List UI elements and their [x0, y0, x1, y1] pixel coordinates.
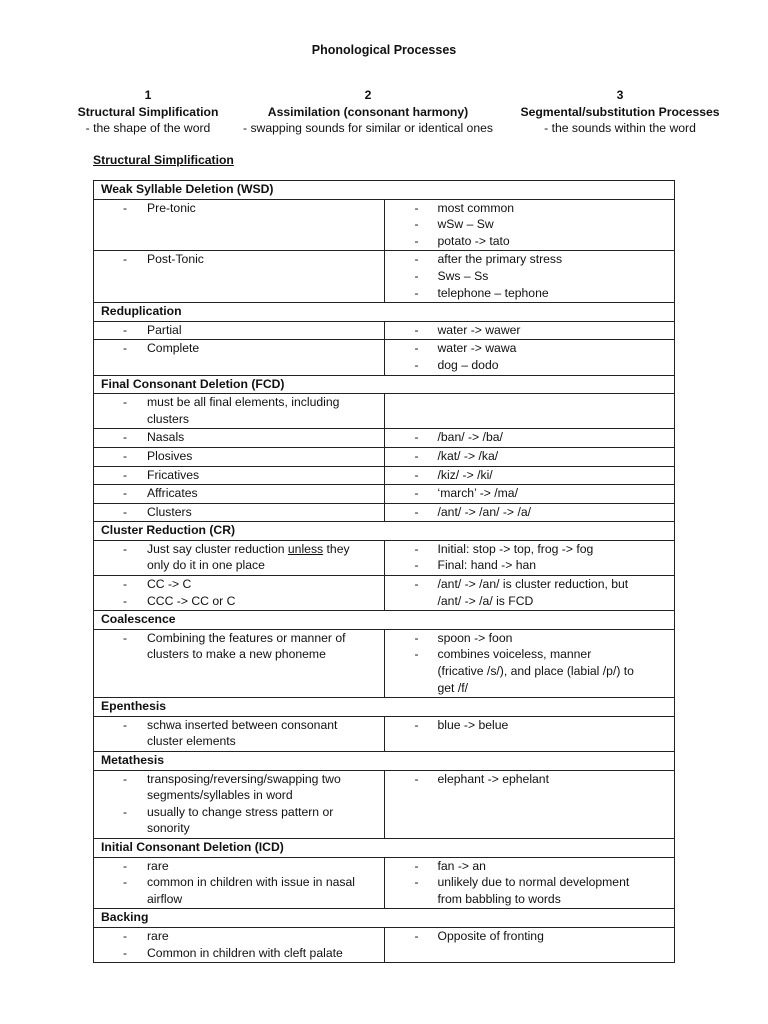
table-row: [94, 199, 675, 251]
right-cell: [384, 857, 675, 909]
table-row: [94, 857, 675, 909]
category-number: 3: [616, 88, 624, 102]
text-segment: Just say cluster reduction: [147, 541, 288, 556]
category-row: [94, 522, 675, 541]
text-line: Combining the features or manner of: [147, 630, 346, 645]
table-row: [94, 503, 675, 522]
left-cell: [94, 540, 385, 575]
list-item: - Initial: stop -> top, frog -> fog: [385, 541, 675, 558]
right-cell: [384, 394, 675, 429]
right-cell: [384, 466, 675, 485]
text-line: schwa inserted between consonant: [147, 717, 338, 732]
table-row: [94, 429, 675, 448]
list-item: - water -> wawer: [385, 322, 675, 339]
category-row: [94, 752, 675, 771]
list-item: - /kat/ -> /ka/: [385, 448, 675, 465]
category-title: Weak Syllable Deletion (WSD): [94, 181, 675, 200]
table-row: [94, 394, 675, 429]
list-item: - Complete: [94, 340, 384, 357]
list-item: [94, 717, 384, 750]
text-line: usually to change stress pattern or: [147, 804, 334, 819]
category-description: - swapping sounds for similar or identical ones: [243, 121, 493, 135]
list-item: - Post-Tonic: [94, 251, 384, 268]
category-heading: Structural Simplification: [77, 104, 219, 119]
left-cell: [94, 447, 385, 466]
category-title: Initial Consonant Deletion (ICD): [94, 838, 675, 857]
list-item: - Common in children with cleft palate: [94, 945, 384, 962]
table-row: [94, 340, 675, 375]
list-item: - Sws – Ss: [385, 268, 675, 285]
list-item: [385, 576, 675, 609]
right-cell: [384, 199, 675, 251]
left-cell: [94, 429, 385, 448]
table-row: [94, 770, 675, 838]
left-cell: [94, 466, 385, 485]
text-line: only do it in one place: [147, 558, 265, 573]
text-line: combines voiceless, manner: [437, 647, 592, 662]
list-item: - blue -> belue: [385, 717, 675, 734]
category-title: Reduplication: [94, 303, 675, 322]
text-line: common in children with issue in nasal: [147, 875, 355, 890]
table-row: [94, 716, 675, 751]
list-item: [94, 771, 384, 804]
table-row: [94, 321, 675, 340]
processes-table: [93, 180, 675, 963]
right-cell: [384, 629, 675, 697]
right-cell: [384, 927, 675, 962]
list-item: - Opposite of fronting: [385, 928, 675, 945]
category-description: - the sounds within the word: [544, 121, 696, 135]
left-cell: [94, 199, 385, 251]
table-row: [94, 576, 675, 611]
text-line: (fricative /s/), and place (labial /p/) to: [437, 664, 634, 679]
list-item: - Fricatives: [94, 467, 384, 484]
right-cell: [384, 251, 675, 303]
process-categories: [0, 87, 768, 139]
category-description: - the shape of the word: [85, 121, 211, 135]
list-item: - water -> wawa: [385, 340, 675, 357]
list-item: [94, 630, 384, 663]
category-number: 1: [144, 88, 152, 102]
list-item: - Plosives: [94, 448, 384, 465]
list-item: [94, 541, 384, 574]
left-cell: [94, 927, 385, 962]
left-cell: [94, 857, 385, 909]
list-item: - fan -> an: [385, 858, 675, 875]
right-cell: [384, 340, 675, 375]
text-line: get /f/: [437, 680, 468, 695]
category-2: [228, 87, 508, 137]
list-item: [94, 394, 384, 427]
section-heading: Structural Simplification: [93, 153, 234, 167]
list-item: - /ant/ -> /an/ -> /a/: [385, 504, 675, 521]
right-cell: [384, 770, 675, 838]
text-line: unlikely due to normal development: [437, 875, 630, 890]
table-row: [94, 629, 675, 697]
list-item: - rare: [94, 928, 384, 945]
left-cell: [94, 629, 385, 697]
left-cell: [94, 485, 385, 504]
list-item: - rare: [94, 858, 384, 875]
text-line: cluster elements: [147, 734, 236, 749]
category-title: Backing: [94, 909, 675, 928]
list-item: [385, 646, 675, 696]
table-row: [94, 447, 675, 466]
list-item: - Pre-tonic: [94, 200, 384, 217]
table-row: [94, 485, 675, 504]
left-cell: [94, 770, 385, 838]
table-row: [94, 540, 675, 575]
text-line: segments/syllables in word: [147, 788, 293, 803]
text-line: clusters to make a new phoneme: [147, 647, 326, 662]
left-cell: [94, 576, 385, 611]
category-row: [94, 181, 675, 200]
category-row: [94, 838, 675, 857]
page-title: Phonological Processes: [311, 43, 457, 57]
list-item: - CC -> C: [94, 576, 384, 593]
category-row: [94, 303, 675, 322]
text-segment: they: [323, 541, 350, 556]
category-row: [94, 698, 675, 717]
list-item: - spoon -> foon: [385, 630, 675, 647]
list-item: [94, 804, 384, 837]
left-cell: [94, 251, 385, 303]
list-item: - wSw – Sw: [385, 216, 675, 233]
list-item: - after the primary stress: [385, 251, 675, 268]
category-heading: Assimilation (consonant harmony): [267, 104, 469, 119]
text-line: /ant/ -> /a/ is FCD: [437, 593, 534, 608]
category-number: 2: [364, 88, 372, 102]
text-line: must be all final elements, including: [147, 395, 340, 410]
right-cell: [384, 321, 675, 340]
table-row: [94, 251, 675, 303]
text-line: clusters: [147, 411, 189, 426]
list-item: - /kiz/ -> /ki/: [385, 467, 675, 484]
right-cell: [384, 485, 675, 504]
list-item: [385, 874, 675, 907]
category-title: Epenthesis: [94, 698, 675, 717]
left-cell: [94, 340, 385, 375]
left-cell: [94, 321, 385, 340]
table-row: [94, 927, 675, 962]
list-item: - Partial: [94, 322, 384, 339]
list-item: - CCC -> CC or C: [94, 593, 384, 610]
text-line: sonority: [147, 821, 190, 836]
text-line: transposing/reversing/swapping two: [147, 771, 341, 786]
right-cell: [384, 503, 675, 522]
list-item: - /ban/ -> /ba/: [385, 429, 675, 446]
list-item: - Nasals: [94, 429, 384, 446]
text-line: airflow: [147, 891, 183, 906]
category-row: [94, 611, 675, 630]
category-title: Metathesis: [94, 752, 675, 771]
category-3: [514, 87, 726, 137]
text-line: from babbling to words: [437, 891, 561, 906]
category-title: Final Consonant Deletion (FCD): [94, 375, 675, 394]
category-row: [94, 909, 675, 928]
category-title: Coalescence: [94, 611, 675, 630]
right-cell: [384, 716, 675, 751]
emphasis-text: unless: [287, 541, 324, 556]
table-row: [94, 466, 675, 485]
list-item: - Clusters: [94, 504, 384, 521]
list-item: - Final: hand -> han: [385, 557, 675, 574]
list-item: [94, 874, 384, 907]
list-item: - telephone – tephone: [385, 285, 675, 302]
right-cell: [384, 429, 675, 448]
list-item: - ‘march’ -> /ma/: [385, 485, 675, 502]
right-cell: [384, 540, 675, 575]
category-1: [60, 87, 236, 137]
list-item: - dog – dodo: [385, 357, 675, 374]
text-line: /ant/ -> /an/ is cluster reduction, but: [437, 577, 629, 592]
right-cell: [384, 576, 675, 611]
list-item: - most common: [385, 200, 675, 217]
left-cell: [94, 716, 385, 751]
category-title: Cluster Reduction (CR): [94, 522, 675, 541]
list-item: - elephant -> ephelant: [385, 771, 675, 788]
left-cell: [94, 394, 385, 429]
category-heading: Segmental/substitution Processes: [520, 104, 720, 119]
right-cell: [384, 447, 675, 466]
list-item: - potato -> tato: [385, 233, 675, 250]
list-item: - Affricates: [94, 485, 384, 502]
left-cell: [94, 503, 385, 522]
category-row: [94, 375, 675, 394]
